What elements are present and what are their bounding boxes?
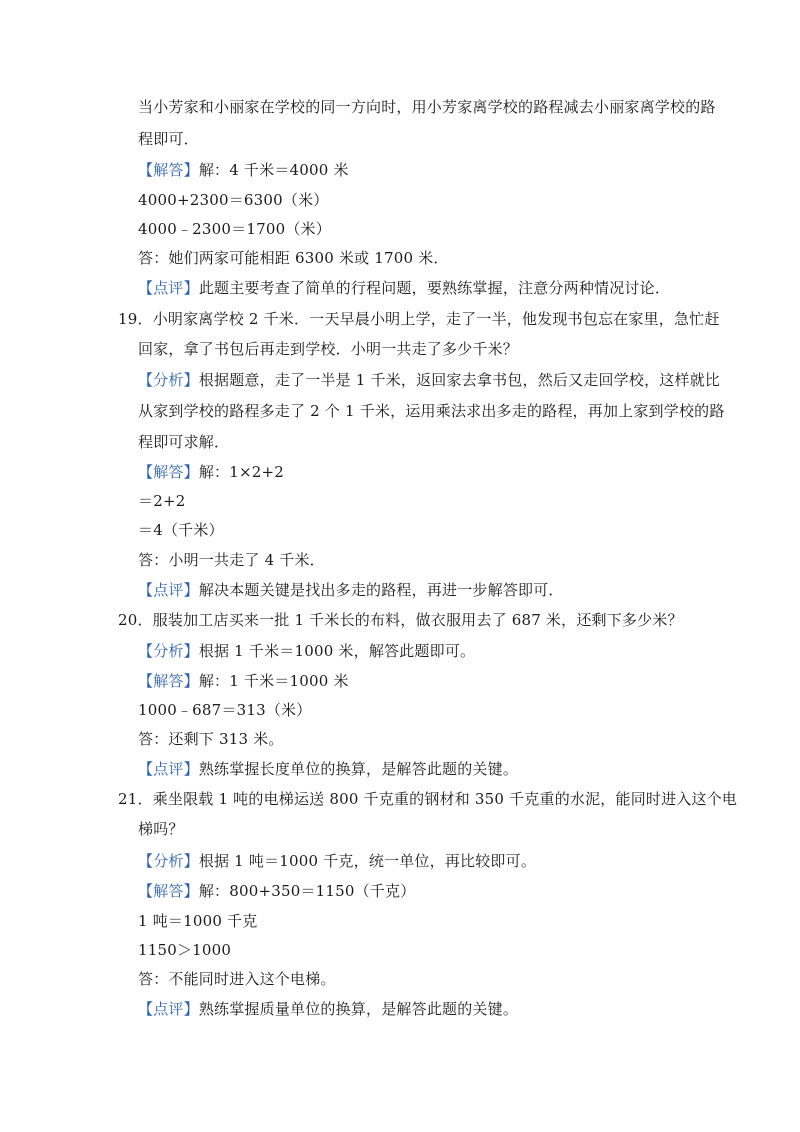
- q18-solution-line-1: [138, 160, 349, 180]
- analysis-tag: 【分析】: [138, 371, 199, 389]
- q21-analysis: [138, 851, 536, 871]
- q20-solution-line-2: 1000﹣687＝313（米）: [138, 701, 312, 719]
- solution-tag: 【解答】: [138, 161, 199, 179]
- q18-solution-line-3: 4000﹣2300＝1700（米）: [138, 220, 331, 238]
- q21-answer: 答：不能同时进入这个电梯。: [138, 970, 336, 988]
- q19-analysis-line-3: 程即可求解．: [138, 433, 230, 451]
- question-number: 20．: [118, 611, 153, 629]
- comment-tag: 【点评】: [138, 279, 199, 297]
- comment-text: 熟练掌握质量单位的换算，是解答此题的关键。: [198, 1000, 519, 1018]
- q21-question-line-1: [118, 789, 737, 809]
- question-text: 乘坐限载 1 吨的电梯运送 800 千克重的钢材和 350 千克重的水泥，能同时进入这个电: [152, 790, 738, 808]
- comment-tag: 【点评】: [138, 760, 199, 778]
- solution-tag: 【解答】: [138, 882, 199, 900]
- comment-text: 解决本题关键是找出多走的路程，再进一步解答即可．: [198, 581, 564, 599]
- q20-answer: 答：还剩下 313 米。: [138, 730, 284, 748]
- q21-solution-line-3: 1150＞1000: [138, 941, 232, 959]
- solution-text: 解：1×2+2: [198, 463, 284, 481]
- q19-answer: 答：小明一共走了 4 千米．: [138, 551, 325, 569]
- q19-question-line-2: 回家，拿了书包后再走到学校．小明一共走了多少千米？: [138, 340, 519, 358]
- q21-solution-line-2: 1 吨＝1000 千克: [138, 912, 258, 930]
- q21-question-line-2: 梯吗？: [138, 820, 184, 838]
- analysis-tag: 【分析】: [138, 642, 199, 660]
- analysis-text: 根据 1 千米＝1000 米，解答此题即可。: [198, 642, 476, 660]
- solution-tag: 【解答】: [138, 672, 199, 690]
- q19-solution-line-3: ＝4（千米）: [138, 521, 224, 539]
- comment-text: 此题主要考查了简单的行程问题，要熟练掌握，注意分两种情况讨论．: [198, 279, 671, 297]
- q20-analysis: [138, 641, 475, 661]
- comment-tag: 【点评】: [138, 581, 199, 599]
- q19-question-line-1: [118, 309, 720, 329]
- question-text: 小明家离学校 2 千米．一天早晨小明上学，走了一半，他发现书包忘在家里，急忙赶: [152, 310, 720, 328]
- q21-solution-line-1: [138, 881, 415, 901]
- q18-answer: 答：她们两家可能相距 6300 米或 1700 米．: [138, 249, 449, 267]
- analysis-text: 根据题意，走了一半是 1 千米，返回家去拿书包，然后又走回学校，这样就比: [198, 371, 721, 389]
- question-text: 服装加工店买来一批 1 千米长的布料，做衣服用去了 687 米，还剩下多少米？: [152, 611, 683, 629]
- analysis-text: 根据 1 吨＝1000 千克，统一单位，再比较即可。: [198, 852, 537, 870]
- question-number: 19．: [118, 310, 153, 328]
- q20-question-line-1: [118, 610, 683, 630]
- q21-comment: [138, 999, 518, 1019]
- q20-solution-line-1: [138, 671, 349, 691]
- q19-comment: [138, 580, 564, 600]
- solution-text: 解：800+350＝1150（千克）: [198, 882, 416, 900]
- q20-comment: [138, 759, 518, 779]
- solution-text: 解：1 千米＝1000 米: [198, 672, 349, 690]
- q18-analysis-line-1: 当小芳家和小丽家在学校的同一方向时，用小芳家离学校的路程减去小丽家离学校的路: [138, 98, 716, 116]
- q19-analysis-line-1: [138, 370, 720, 390]
- comment-text: 熟练掌握长度单位的换算，是解答此题的关键。: [198, 760, 519, 778]
- analysis-tag: 【分析】: [138, 852, 199, 870]
- q18-comment: [138, 278, 670, 298]
- q18-solution-line-2: 4000+2300＝6300（米）: [138, 191, 329, 209]
- solution-text: 解：4 千米＝4000 米: [198, 161, 349, 179]
- q19-analysis-line-2: 从家到学校的路程多走了 2 个 1 千米，运用乘法求出多走的路程，再加上家到学校的路: [138, 402, 725, 420]
- q18-analysis-line-2: 程即可．: [138, 130, 199, 148]
- question-number: 21．: [118, 790, 153, 808]
- comment-tag: 【点评】: [138, 1000, 199, 1018]
- solution-tag: 【解答】: [138, 463, 199, 481]
- q19-solution-line-1: [138, 462, 284, 482]
- q19-solution-line-2: ＝2+2: [138, 492, 186, 510]
